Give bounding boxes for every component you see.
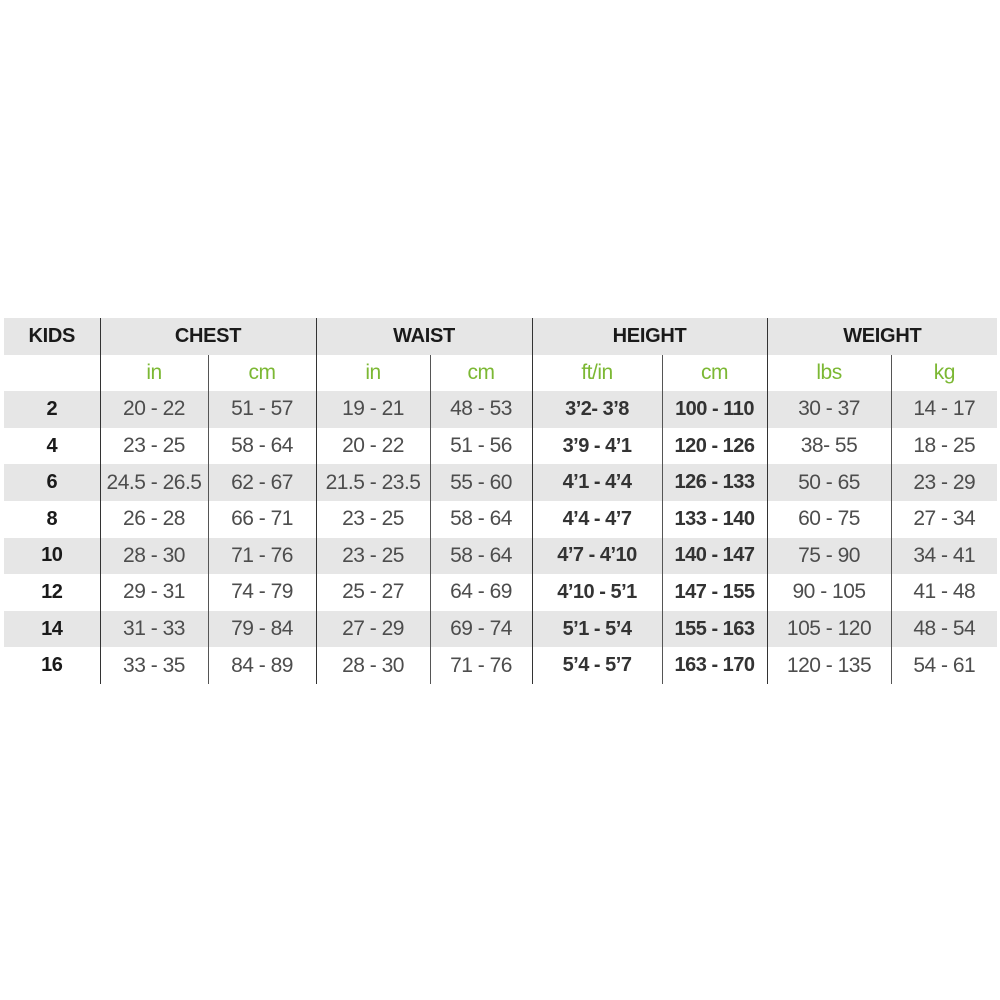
waist-in-cell: 23 - 25 <box>316 538 430 575</box>
weight-lbs-cell: 90 - 105 <box>767 574 891 611</box>
waist-in-cell: 23 - 25 <box>316 501 430 538</box>
chest-cm-cell: 71 - 76 <box>208 538 316 575</box>
height-cm-cell: 163 - 170 <box>662 647 767 684</box>
table-row <box>4 647 997 684</box>
chest-cm-cell: 84 - 89 <box>208 647 316 684</box>
weight-lbs-cell: 105 - 120 <box>767 611 891 648</box>
size-chart-table <box>4 318 997 684</box>
waist-cm-cell: 51 - 56 <box>430 428 532 465</box>
unit-header-height-ftin: ft/in <box>532 355 662 392</box>
height-cm-cell: 100 - 110 <box>662 391 767 428</box>
weight-kg-cell: 34 - 41 <box>891 538 997 575</box>
group-header-waist: WAIST <box>316 318 532 355</box>
kids-size-cell: 12 <box>41 580 63 603</box>
chest-in-cell: 29 - 31 <box>100 574 208 611</box>
height-cm-cell: 147 - 155 <box>662 574 767 611</box>
group-header-height: HEIGHT <box>532 318 767 355</box>
chest-cm-cell: 66 - 71 <box>208 501 316 538</box>
height-ftin-cell: 5’1 - 5’4 <box>532 611 662 648</box>
chest-cm-cell: 74 - 79 <box>208 574 316 611</box>
waist-cm-cell: 58 - 64 <box>430 538 532 575</box>
height-cm-cell: 133 - 140 <box>662 501 767 538</box>
height-cm-cell: 155 - 163 <box>662 611 767 648</box>
unit-header-chest-in: in <box>100 355 208 392</box>
unit-header-height-cm: cm <box>662 355 767 392</box>
group-header-chest: CHEST <box>100 318 316 355</box>
weight-kg-cell: 54 - 61 <box>891 647 997 684</box>
height-ftin-cell: 4’10 - 5’1 <box>532 574 662 611</box>
waist-cm-cell: 55 - 60 <box>430 464 532 501</box>
weight-lbs-cell: 38- 55 <box>767 428 891 465</box>
chest-in-cell: 28 - 30 <box>100 538 208 575</box>
height-cm-cell: 140 - 147 <box>662 538 767 575</box>
waist-in-cell: 28 - 30 <box>316 647 430 684</box>
kids-size-cell: 10 <box>4 538 100 575</box>
table-row <box>4 391 997 428</box>
chest-in-cell: 26 - 28 <box>100 501 208 538</box>
chest-cm-cell: 58 - 64 <box>208 428 316 465</box>
unit-header-chest-cm: cm <box>208 355 316 392</box>
height-cm-cell: 120 - 126 <box>662 428 767 465</box>
waist-in-cell: 20 - 22 <box>316 428 430 465</box>
kids-size-cell: 8 <box>46 507 58 530</box>
kids-size-cell: 16 <box>41 654 63 677</box>
weight-lbs-cell: 60 - 75 <box>767 501 891 538</box>
group-header-weight: WEIGHT <box>767 318 997 355</box>
unit-header-row <box>4 355 997 392</box>
weight-kg-cell: 18 - 25 <box>891 428 997 465</box>
waist-in-cell: 25 - 27 <box>316 574 430 611</box>
weight-kg-cell: 14 - 17 <box>891 391 997 428</box>
kids-size-cell: 14 <box>4 611 100 648</box>
weight-kg-cell: 41 - 48 <box>891 574 997 611</box>
waist-cm-cell: 48 - 53 <box>430 391 532 428</box>
height-ftin-cell: 5’4 - 5’7 <box>532 647 662 684</box>
weight-kg-cell: 27 - 34 <box>891 501 997 538</box>
unit-header-waist-in: in <box>316 355 430 392</box>
unit-header-weight-kg: kg <box>891 355 997 392</box>
waist-in-cell: 27 - 29 <box>316 611 430 648</box>
height-ftin-cell: 3’2- 3’8 <box>532 391 662 428</box>
chest-cm-cell: 62 - 67 <box>208 464 316 501</box>
kids-size-cell: 2 <box>4 391 100 428</box>
waist-in-cell: 19 - 21 <box>316 391 430 428</box>
height-ftin-cell: 3’9 - 4’1 <box>532 428 662 465</box>
weight-kg-cell: 48 - 54 <box>891 611 997 648</box>
table-row <box>4 464 997 501</box>
kids-size-cell: 6 <box>4 464 100 501</box>
kids-size-cell: 4 <box>46 434 58 457</box>
chest-in-cell: 24.5 - 26.5 <box>100 464 208 501</box>
chest-in-cell: 33 - 35 <box>100 647 208 684</box>
weight-lbs-cell: 120 - 135 <box>767 647 891 684</box>
group-header-row <box>4 318 997 355</box>
weight-lbs-cell: 30 - 37 <box>767 391 891 428</box>
height-ftin-cell: 4’1 - 4’4 <box>532 464 662 501</box>
height-cm-cell: 126 - 133 <box>662 464 767 501</box>
unit-header-empty <box>4 355 100 392</box>
waist-cm-cell: 64 - 69 <box>430 574 532 611</box>
table-row <box>4 428 997 465</box>
table-row <box>4 574 997 611</box>
waist-cm-cell: 69 - 74 <box>430 611 532 648</box>
table-row <box>4 611 997 648</box>
height-ftin-cell: 4’4 - 4’7 <box>532 501 662 538</box>
weight-kg-cell: 23 - 29 <box>891 464 997 501</box>
waist-in-cell: 21.5 - 23.5 <box>316 464 430 501</box>
waist-cm-cell: 58 - 64 <box>430 501 532 538</box>
group-header-kids: KIDS <box>4 318 100 355</box>
chest-cm-cell: 79 - 84 <box>208 611 316 648</box>
table-row <box>4 538 997 575</box>
unit-header-weight-lbs: lbs <box>767 355 891 392</box>
chest-in-cell: 23 - 25 <box>100 428 208 465</box>
weight-lbs-cell: 75 - 90 <box>767 538 891 575</box>
unit-header-waist-cm: cm <box>430 355 532 392</box>
height-ftin-cell: 4’7 - 4’10 <box>532 538 662 575</box>
chest-in-cell: 20 - 22 <box>100 391 208 428</box>
table-row <box>4 501 997 538</box>
chest-cm-cell: 51 - 57 <box>208 391 316 428</box>
chest-in-cell: 31 - 33 <box>100 611 208 648</box>
waist-cm-cell: 71 - 76 <box>430 647 532 684</box>
weight-lbs-cell: 50 - 65 <box>767 464 891 501</box>
